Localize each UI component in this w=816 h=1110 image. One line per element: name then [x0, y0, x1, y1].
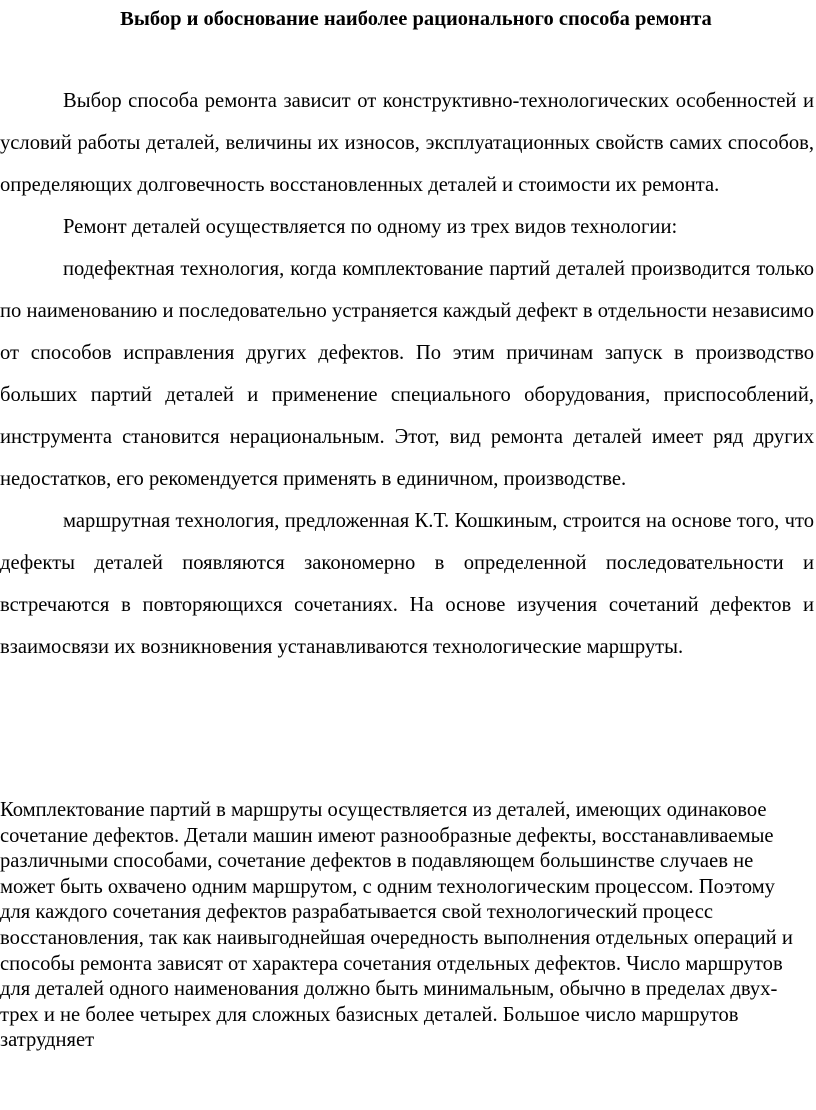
document-title: Выбор и обоснование наиболее рационального способа ремонта [120, 8, 712, 30]
paragraph-route-technology: маршрутная технология, предложенная К.Т. Кошкиным, строится на основе того, что дефекты деталей появляются закономерно в определенной последовательности и встречаются в повторяющихся сочетаниях. На основе изучения сочетаний дефектов и взаимосвязи их возникновения устанавливаются технологические маршруты. [0, 510, 814, 658]
paragraph-route-batching: Комплектование партий в маршруты осуществляется из деталей, имеющих одинаковое сочетание дефектов. Детали машин имеют разнообразные дефекты, восстанавливаемые различными способами, сочетание дефектов в подавляющем большинстве случаев не может быть охвачено одним маршрутом, с одним технологическим процессом. Поэтому для каждого сочетания дефектов разрабатывается свой технологический процесс восстановления, так как наивыгоднейшая очередность выполнения отдельных операций и способы ремонта зависят от характера сочетания отдельных дефектов. Число маршрутов для деталей одного наименования должно быть минимальным, обычно в пределах двух-трех и не более четырех для сложных базисных деталей. Большое число маршрутов затрудняет [0, 799, 793, 1052]
document-body [0, 80, 814, 668]
paragraph-repair-method-choice: Выбор способа ремонта зависит от конструктивно-технологических особенностей и условий работы деталей, величины их износов, эксплуатационных свойств самих способов, определяющих долговечность восстановленных деталей и стоимости их ремонта. [0, 90, 814, 196]
paragraph-technology-types: Ремонт деталей осуществляется по одному из трех видов технологии: [63, 216, 678, 238]
paragraph-defect-technology: подефектная технология, когда комплектование партий деталей производится только по наименованию и последовательно устраняется каждый дефект в отдельности независимо от способов исправления других дефектов. По этим причинам запуск в производство больших партий деталей и применение специального оборудования, приспособлений, инструмента становится нерациональным. Этот, вид ремонта деталей имеет ряд других недостатков, его рекомендуется применять в единичном, производстве. [0, 258, 814, 490]
